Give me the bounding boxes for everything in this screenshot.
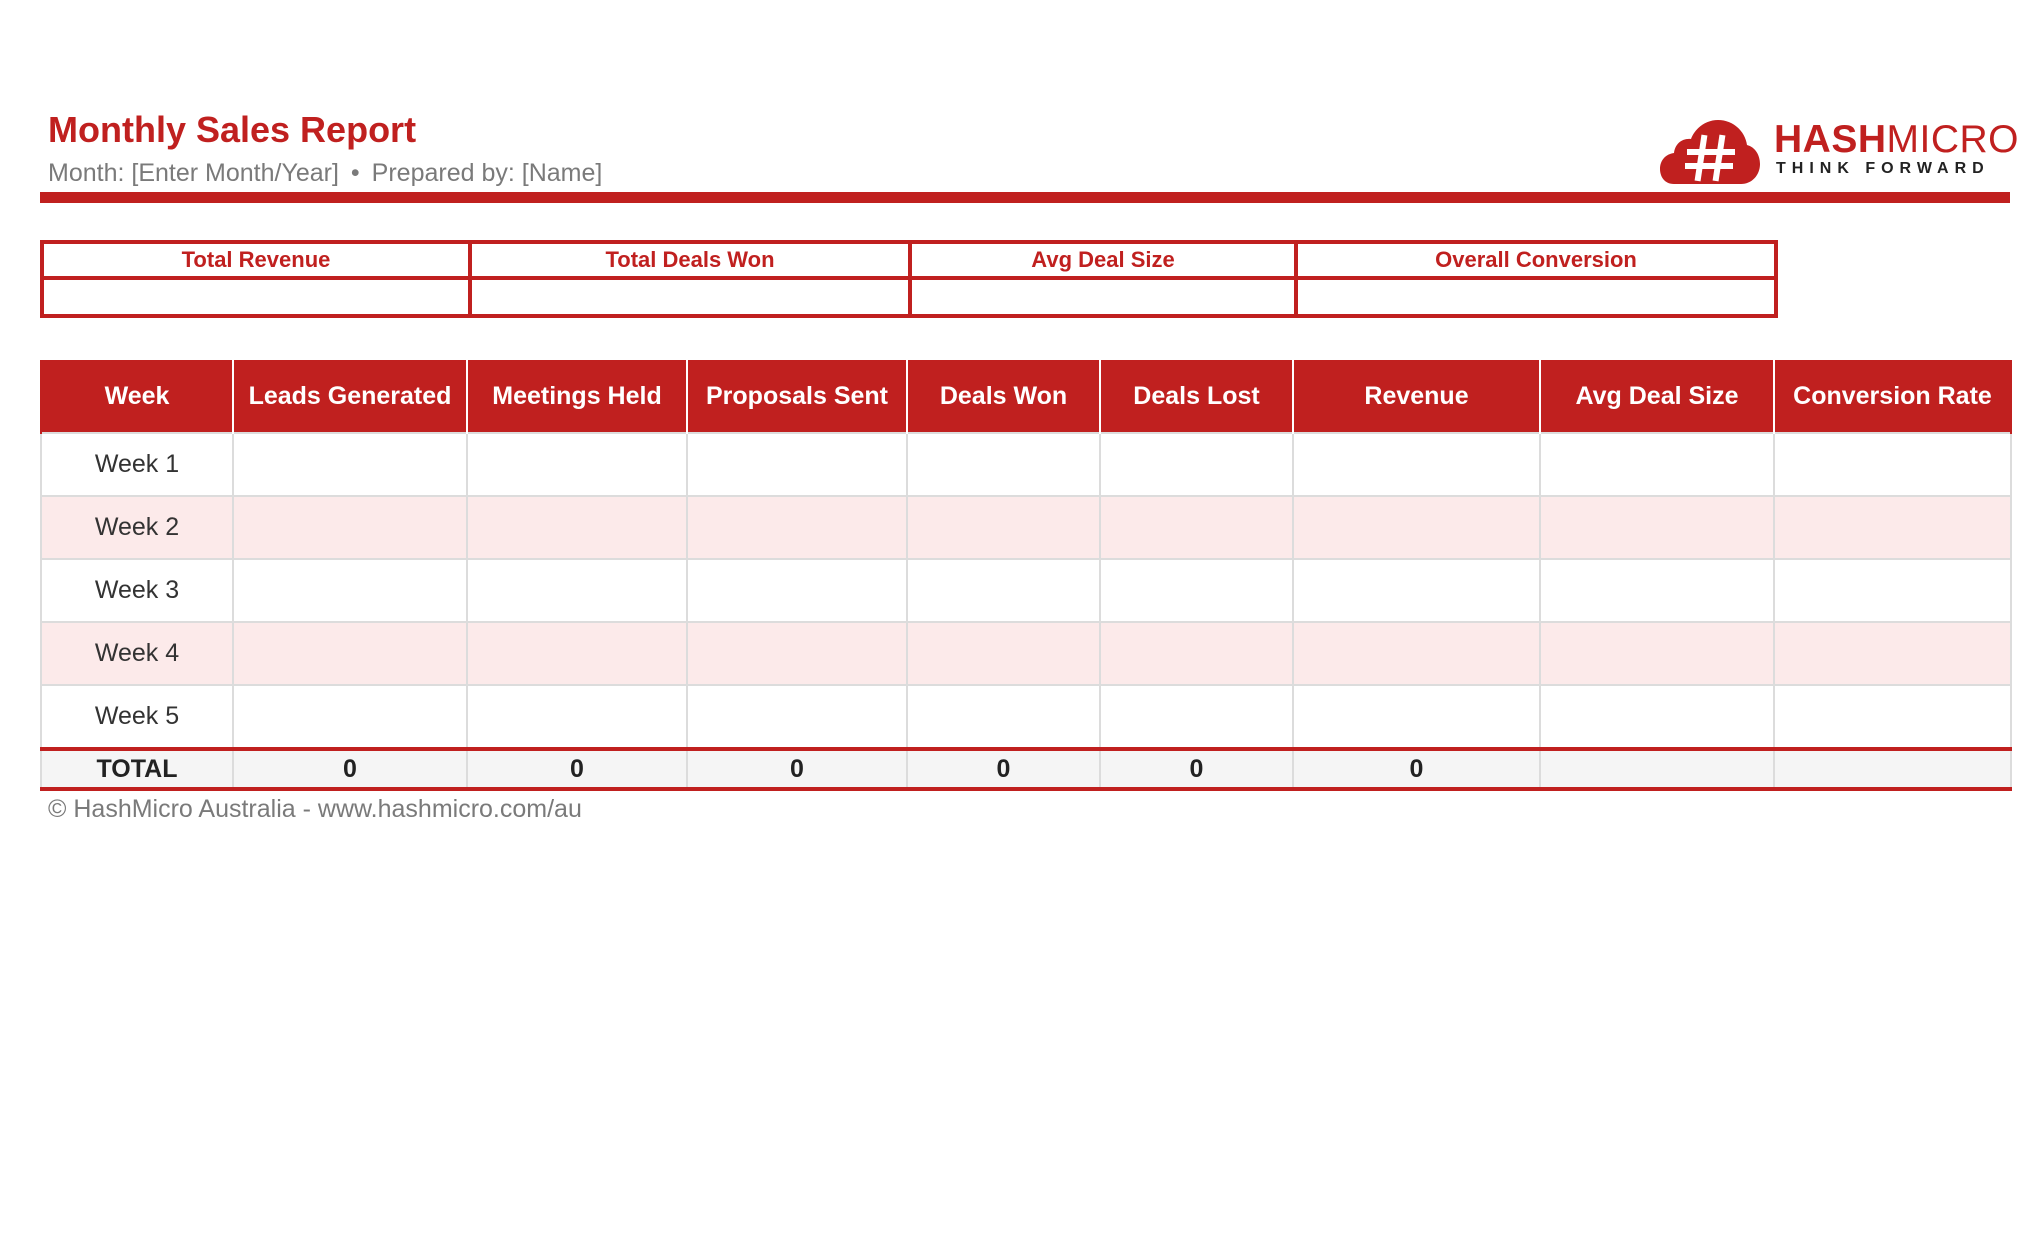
column-header: Avg Deal Size: [1540, 360, 1774, 433]
table-row: [41, 496, 2011, 559]
week-label-cell: Week 1: [41, 433, 233, 496]
kpi-label-avg-deal-size: Avg Deal Size: [910, 242, 1296, 278]
table-cell[interactable]: [907, 622, 1100, 685]
kpi-label-total-deals-won: Total Deals Won: [470, 242, 910, 278]
total-cell: 0: [687, 749, 907, 789]
total-cell: [1540, 749, 1774, 789]
table-cell[interactable]: [1293, 559, 1540, 622]
week-label-cell: Week 3: [41, 559, 233, 622]
table-cell[interactable]: [1540, 685, 1774, 749]
kpi-value-total-revenue[interactable]: [42, 278, 470, 316]
weekly-sales-table: [40, 360, 2012, 791]
column-header: Revenue: [1293, 360, 1540, 433]
table-cell[interactable]: [233, 433, 467, 496]
table-cell[interactable]: [1774, 559, 2011, 622]
table-cell[interactable]: [233, 496, 467, 559]
kpi-value-overall-conversion[interactable]: [1296, 278, 1776, 316]
table-cell[interactable]: [1540, 433, 1774, 496]
total-cell: 0: [1100, 749, 1293, 789]
column-header: Meetings Held: [467, 360, 687, 433]
table-cell[interactable]: [1540, 622, 1774, 685]
kpi-value-total-deals-won[interactable]: [470, 278, 910, 316]
week-label-cell: Week 4: [41, 622, 233, 685]
kpi-value-row: [42, 278, 1776, 316]
table-cell[interactable]: [907, 496, 1100, 559]
table-cell[interactable]: [1774, 622, 2011, 685]
table-cell[interactable]: [1774, 433, 2011, 496]
hashmicro-cloud-logo-icon: [1660, 118, 1760, 186]
table-cell[interactable]: [467, 622, 687, 685]
table-cell[interactable]: [467, 685, 687, 749]
page-title: Monthly Sales Report: [48, 109, 417, 150]
kpi-label-total-revenue: Total Revenue: [42, 242, 470, 278]
table-cell[interactable]: [467, 559, 687, 622]
logo-wordmark: [1774, 118, 2019, 162]
total-cell: 0: [1293, 749, 1540, 789]
hashmicro-logo: [1660, 118, 2020, 186]
kpi-summary-table: [40, 240, 1778, 318]
subtitle-separator: •: [350, 159, 360, 187]
prepared-by-field: Prepared by: [Name]: [371, 159, 603, 187]
table-cell[interactable]: [1100, 433, 1293, 496]
total-cell: 0: [907, 749, 1100, 789]
total-cell: 0: [233, 749, 467, 789]
table-cell[interactable]: [687, 685, 907, 749]
table-cell[interactable]: [1293, 685, 1540, 749]
column-header: Deals Won: [907, 360, 1100, 433]
column-header: Conversion Rate: [1774, 360, 2011, 433]
column-header: Week: [41, 360, 233, 433]
footer-copyright: © HashMicro Australia - www.hashmicro.com/au: [48, 795, 582, 823]
table-cell[interactable]: [233, 622, 467, 685]
week-label-cell: Week 5: [41, 685, 233, 749]
total-cell: 0: [467, 749, 687, 789]
table-cell[interactable]: [1540, 559, 1774, 622]
total-row: [41, 749, 2011, 789]
table-cell[interactable]: [907, 559, 1100, 622]
table-cell[interactable]: [233, 685, 467, 749]
column-header: Deals Lost: [1100, 360, 1293, 433]
table-cell[interactable]: [1100, 559, 1293, 622]
table-cell[interactable]: [1540, 496, 1774, 559]
table-cell[interactable]: [1774, 685, 2011, 749]
month-field: Month: [Enter Month/Year]: [48, 159, 339, 187]
table-cell[interactable]: [687, 496, 907, 559]
week-label-cell: Week 2: [41, 496, 233, 559]
table-cell[interactable]: [467, 433, 687, 496]
table-cell[interactable]: [1293, 622, 1540, 685]
kpi-value-avg-deal-size[interactable]: [910, 278, 1296, 316]
kpi-label-overall-conversion: Overall Conversion: [1296, 242, 1776, 278]
table-cell[interactable]: [1774, 496, 2011, 559]
table-cell[interactable]: [1100, 496, 1293, 559]
column-header: Proposals Sent: [687, 360, 907, 433]
table-cell[interactable]: [1100, 685, 1293, 749]
total-cell: [1774, 749, 2011, 789]
kpi-label-row: [42, 242, 1776, 278]
table-header-row: [41, 360, 2011, 433]
table-cell[interactable]: [233, 559, 467, 622]
table-row: [41, 433, 2011, 496]
table-cell[interactable]: [687, 559, 907, 622]
logo-tagline: THINK FORWARD: [1776, 160, 1990, 177]
table-cell[interactable]: [907, 685, 1100, 749]
table-cell[interactable]: [467, 496, 687, 559]
total-label-cell: TOTAL: [41, 749, 233, 789]
logo-wordmark-regular: MICRO: [1886, 118, 2020, 161]
table-cell[interactable]: [687, 622, 907, 685]
column-header: Leads Generated: [233, 360, 467, 433]
table-cell[interactable]: [1293, 433, 1540, 496]
logo-wordmark-bold: HASH: [1774, 118, 1887, 161]
table-cell[interactable]: [907, 433, 1100, 496]
table-row: [41, 622, 2011, 685]
table-cell[interactable]: [1100, 622, 1293, 685]
table-row: [41, 559, 2011, 622]
table-cell[interactable]: [687, 433, 907, 496]
table-cell[interactable]: [1293, 496, 1540, 559]
report-subtitle: [48, 156, 602, 190]
header-divider: [40, 192, 2010, 203]
table-row: [41, 685, 2011, 749]
